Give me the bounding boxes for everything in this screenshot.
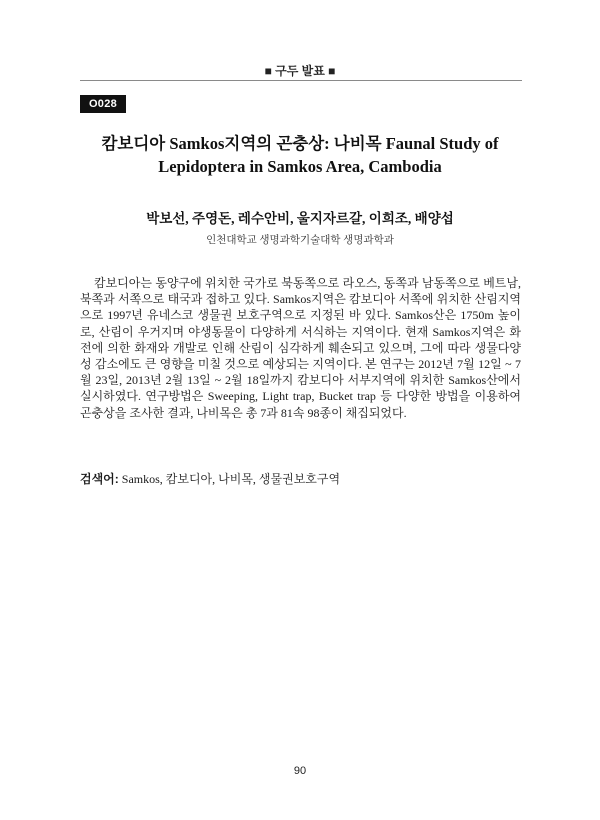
abstract-body: 캄보디아는 동양구에 위치한 국가로 북동쪽으로 라오스, 동쪽과 남동쪽으로 베트남, 북쪽과 서쪽으로 태국과 접하고 있다. Samkos지역은 캄보디아 서쪽에 위치한 산림지역으로 1997년 유네스코 생물권 보호구역으로 지정된 바 있다. Samkos산은 1750m 높이로, 산림이 우거지며 야생동물이 다양하게 서식하는 지역이다. 현재 Samkos지역은 화전에 의한 화재와 개발로 인해 산림이 심각하게 훼손되고 있으며, 그에 따라 생물다양성 감소에도 큰 영향을 미칠 것으로 예상되는 지역이다. 본 연구는 2012년 7월 12일 ~ 7월 23일, 2013년 2월 13일 ~ 2월 18일까지 캄보디아 서부지역에 위치한 Samkos산에서 실시하였다. 연구방법은 Sweeping, Light trap, Bucket trap 등 다양한 방법을 이용하여 곤충상을 조사한 결과, 나비목은 총 7과 81속 98종이 채집되었다. [80,276,521,420]
header-divider [80,80,522,81]
author-affiliation: 인천대학교 생명과학기술대학 생명과학과 [206,235,394,246]
presentation-code-badge: O028 [80,95,126,113]
paper-title [60,132,540,178]
keywords-label: 검색어: [80,472,119,486]
keywords-values: Samkos, 캄보디아, 나비목, 생물권보호구역 [121,472,341,486]
page-number: 90 [293,765,307,777]
paper-title-line-2: Lepidoptera in Samkos Area, Cambodia [158,157,442,176]
paper-title-line-1: 캄보디아 Samkos지역의 곤충상: 나비목 Faunal Study of [101,134,499,153]
section-header: ■ 구두 발표 ■ [264,64,336,78]
keywords-line [80,470,521,487]
author-list: 박보선, 주영돈, 레수안비, 울지자르갈, 이희조, 배양섭 [146,211,454,226]
